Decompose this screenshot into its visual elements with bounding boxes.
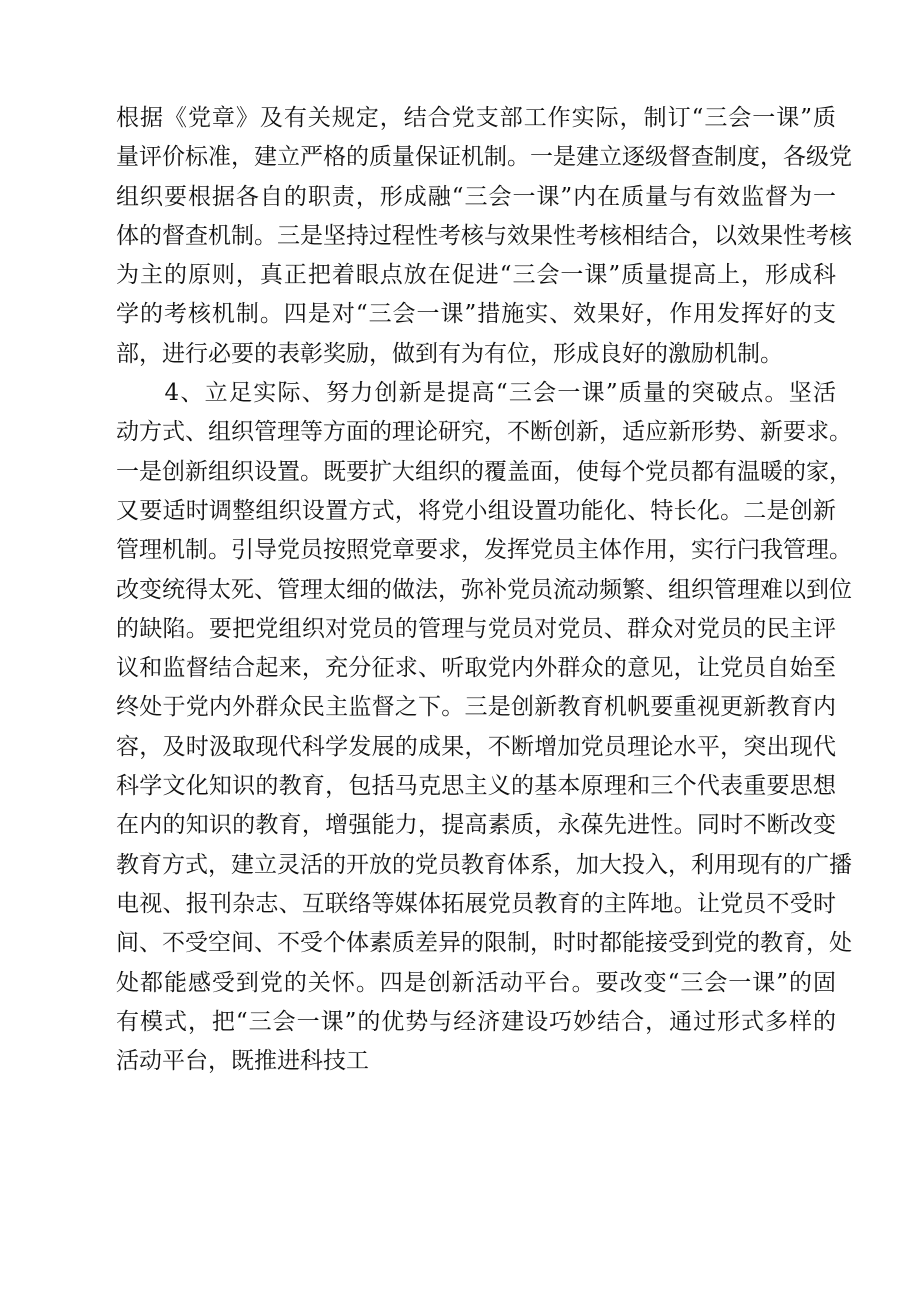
text-line: 学的考核机制。四是对“三会一课”措施实、效果好，作用发挥好的支 [116, 301, 836, 328]
text-line: 间、不受空间、不受个体素质差异的限制，时时都能接受到党的教育，处 [116, 930, 852, 957]
paragraph-end-line: 部，进行必要的表彰奖励，做到有为有位，形成良好的激励机制。 [116, 340, 783, 367]
final-text-line: 活动平台，既推进科技工 [116, 1048, 369, 1075]
text-line: 教育方式，建立灵活的开放的党员教育体系，加大投入，利用现有的广播 [116, 851, 852, 878]
text-line: 管理机制。引导党员按照党章要求，发挥党员主体作用，实行闩我管理。 [116, 537, 852, 564]
text-line: 动方式、组织管理等方面的理论研究，不断创新，适应新形势、新要求。 [116, 419, 852, 446]
text-line: 量评价标准，建立严格的质量保证机制。一是建立逐级督查制度，各级党 [116, 144, 852, 171]
text-line: 改变统得太死、管理太细的做法，弥补党员流动频繁、组织管理难以到位 [116, 576, 852, 603]
paragraph-start-line: 4、立足实际、努力创新是提高“三会一课”质量的突破点。坚活 [116, 380, 836, 407]
text-line: 终处于党内外群众民主监督之下。三是创新教育机帆要重视更新教育内 [116, 694, 836, 721]
text-line: 处都能感受到党的关怀。四是创新活动平台。要改变“三会一课”的固 [116, 969, 836, 996]
text-line: 容，及时汲取现代科学发展的成果，不断增加党员理论水平，突出现代 [116, 733, 836, 760]
text-line: 一是创新组织设置。既要扩大组织的覆盖面，使每个党员都有温暖的家， [116, 458, 852, 485]
text-line: 组织要根据各自的职责，形成融“三会一课”内在质量与有效监督为一 [116, 183, 836, 210]
body-text [116, 99, 852, 1081]
text-line: 电视、报刊杂志、互联络等媒体拓展党员教育的主阵地。让党员不受时 [116, 890, 836, 917]
text-line: 根据《党章》及有关规定，结合党支部工作实际，制订“三会一课”质 [116, 105, 836, 131]
text-line: 在内的知识的教育，增强能力，提高素质，永葆先进性。同时不断改变 [116, 812, 836, 839]
text-line: 又要适时调整组织设置方式，将党小组设置功能化、特长化。二是创新 [116, 497, 836, 524]
text-line: 为主的原则，真正把着眼点放在促进“三会一课”质量提高上，形成科 [116, 262, 836, 289]
text-line: 体的督查机制。三是坚持过程性考核与效果性考核相结合，以效果性考核 [116, 222, 852, 249]
text-line: 科学文化知识的教育，包括马克思主义的基本原理和三个代表重要思想 [116, 773, 836, 800]
text-line: 有模式，把“三会一课”的优势与经济建设巧妙结合，通过形式多样的 [116, 1008, 836, 1035]
text-line: 议和监督结合起来，充分征求、听取党内外群众的意见，让党员自始至 [116, 655, 836, 682]
text-line: 的缺陷。要把党组织对党员的管理与党员对党员、群众对党员的民主评 [116, 615, 836, 642]
